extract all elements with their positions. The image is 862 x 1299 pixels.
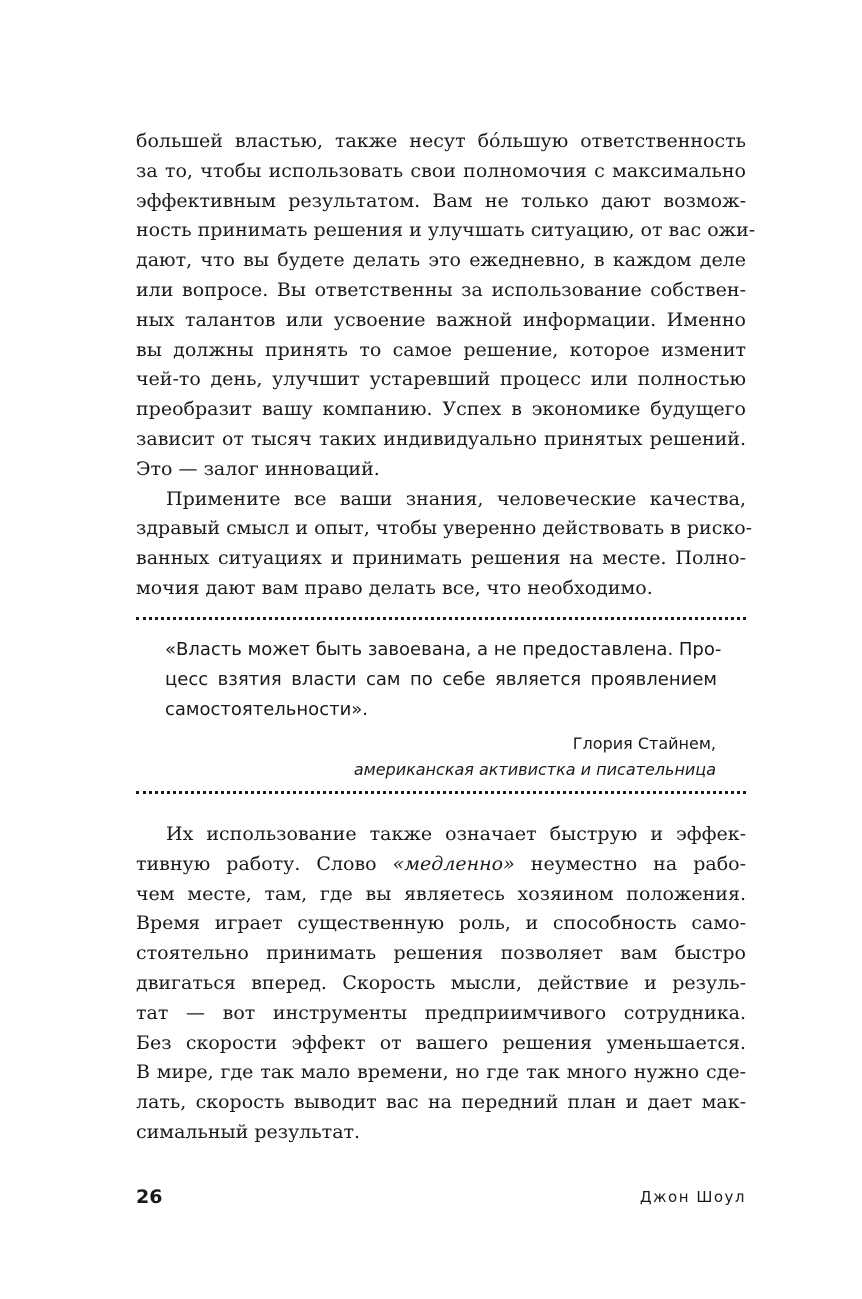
text-line: за то, чтобы использовать свои полномочия с максимально [136, 159, 746, 182]
text-line: ных талантов или усвоение важной информации. Именно [136, 308, 746, 331]
text-fragment: тивную работу. Слово [136, 852, 393, 875]
text-line: дают, что вы будете делать это ежедневно, в каждом деле [136, 249, 746, 272]
quote-line: самостоятельности». [165, 699, 369, 720]
text-line: Без скорости эффект от вашего решения уменьшается. [136, 1031, 746, 1054]
quote-line: «Власть может быть завоевана, а не предоставлена. Про- [165, 639, 722, 660]
text-line: или вопросе. Вы ответственны за использование собствен- [136, 278, 746, 301]
text-line: двигаться вперед. Скорость мысли, действие и резуль- [136, 971, 746, 994]
epigraph-quote [165, 635, 722, 725]
page-number: 26 [136, 1186, 163, 1208]
quote-line: цесс взятия власти сам по себе является проявлением [165, 669, 717, 690]
text-line: стоятельно принимать решения позволяет вам быстро [136, 942, 746, 965]
body-paragraph-2-line: ванных ситуациях и принимать решения на месте. Полно- [136, 547, 746, 570]
text-line [136, 850, 746, 880]
body-paragraph-2-line: здравый смысл и опыт, чтобы уверенно действовать в риско- [136, 517, 753, 540]
text-line: В мире, где так мало времени, но где так много нужно сде- [136, 1061, 746, 1084]
emphasized-word: «медленно» [392, 852, 515, 875]
quote-divider-bottom [136, 791, 746, 794]
text-line: большей властью, также несут бóльшую ответственность [136, 130, 746, 152]
body-paragraph-2-line: Примените все ваши знания, человеческие качества, [166, 487, 746, 510]
text-fragment: неуместно на рабо- [514, 852, 746, 875]
text-line: чей-то день, улучшит устаревший процесс или полностью [136, 368, 746, 391]
text-line: симальный результат. [136, 1120, 361, 1143]
body-paragraph-1 [136, 127, 756, 604]
text-line: Время играет существенную роль, и способность само- [136, 912, 746, 935]
quote-author-role: американская активистка и писательница [353, 760, 716, 779]
text-line: зависит от тысяч таких индивидуально принятых решений. [136, 427, 746, 450]
body-paragraph-3 [136, 820, 746, 1148]
text-line: ность принимать решения и улучшать ситуацию, от вас ожи- [136, 219, 756, 242]
text-line: эффективным результатом. Вам не только дают возмож- [136, 189, 746, 212]
text-line: Их использование также означает быструю и эффек- [166, 823, 746, 845]
text-line: Это — залог инноваций. [136, 457, 380, 480]
quote-author: Глория Стайнем, [572, 734, 716, 753]
quote-divider-top [136, 617, 746, 620]
text-line: вы должны принять то самое решение, которое изменит [136, 338, 746, 361]
text-line: преобразит вашу компанию. Успех в экономике будущего [136, 398, 746, 421]
text-line: тат — вот инструменты предприимчивого сотрудника. [136, 1001, 746, 1024]
body-paragraph-2-line: мочия дают вам право делать все, что необходимо. [136, 576, 653, 599]
quote-attribution [354, 731, 716, 783]
running-head-author: Джон Шоул [639, 1188, 746, 1206]
text-line: лать, скорость выводит вас на передний план и дает мак- [136, 1091, 746, 1114]
text-line: чем месте, там, где вы являетесь хозяином положения. [136, 882, 746, 905]
